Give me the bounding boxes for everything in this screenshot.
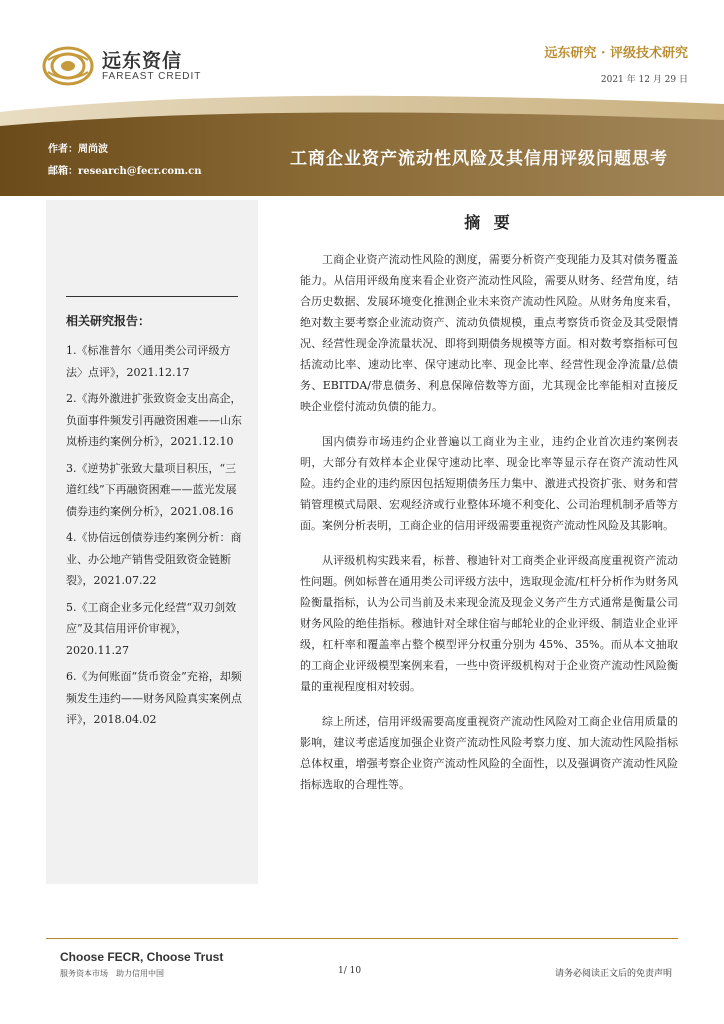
footer-subslogan: 服务资本市场 助力信用中国 [60,969,164,978]
related-report-item: 6.《为何账面“货币资金”充裕，却频频发生违约——财务风险真实案例点评》，2018.04.02 [66,670,242,726]
sidebar [46,200,258,884]
disclaimer-note: 请务必阅读正文后的免责声明 [554,969,672,979]
related-report-item: 4.《协信远创债券违约案例分析：商业、办公地产销售受阻致资金链断裂》，2021.07.22 [66,531,242,587]
author-line: 作者：周尚波 [48,144,108,155]
series-tag: 远东研究 · 评级技术研究 [544,46,688,61]
related-report-item: 1.《标准普尔〈通用类公司评级方法〉点评》，2021.12.17 [66,344,231,379]
related-report-item: 5.《工商企业多元化经营“双刃剑效应”及其信用评价审视》，2020.11.27 [66,600,237,657]
footer-slogan: Choose FECR, Choose Trust [60,950,224,964]
abstract-paragraph: 工商企业资产流动性风险的测度，需要分析资产变现能力及其对债务覆盖能力。从信用评级角度来看企业资产流动性风险，需要从财务、经营角度，结合历史数据、发展环境变化推测企业未来资产流动性风险。从财务角度来看，绝对数主要考察企业流动资产、流动负债规模，重点考察货币资金及其受限情况、经营性现金净流量状况、即将到期债务规模等方面。相对数考察指标可包括流动比率、速动比率、保守速动比率、现金比率、经营性现金净流量/总债务、EBITDA/带息债务、利息保障倍数等方面，尤其现金比率能相对直接反映企业偿付流动负债的能力。 [300,253,678,413]
footer-divider [46,938,678,939]
related-report-item: 2.《海外激进扩张致资金支出高企，负面事件频发引再融资困难——山东岚桥违约案例分析》，2021.12.10 [66,392,242,448]
related-report-item: 3.《逆势扩张致大量项目积压，“三道红线”下再融资困难——蓝光发展债券违约案例分析》，2021.08.16 [66,461,237,518]
related-reports-heading: 相关研究报告： [66,314,151,328]
fecr-logo [42,44,252,90]
logo-english-name: FAREAST CREDIT [102,71,202,82]
report-date: 2021 年 12 月 29 日 [600,75,688,85]
abstract-section [300,210,678,809]
report-title: 工商企业资产流动性风险及其信用评级问题思考 [290,149,668,169]
abstract-paragraph: 国内债券市场违约企业普遍以工商业为主业，违约企业首次违约案例表明，大部分有效样本企业保守速动比率、现金比率等显示存在资产流动性风险。违约企业的违约原因包括短期债务压力集中、激进式投资扩张、财务和营销管理模式局限、宏观经济或行业整体环境不利变化、公司治理机制矛盾等方面。案例分析表明，工商企业的信用评级需要重视资产流动性风险及其影响。 [300,435,678,532]
abstract-heading: 摘 要 [464,213,514,232]
abstract-paragraph: 从评级机构实践来看，标普、穆迪针对工商类企业评级高度重视资产流动性问题。例如标普在通用类公司评级方法中，选取现金流/杠杆分析作为财务风险衡量指标，认为公司当前及未来现金流及现金义务产生方式通常是衡量公司财务风险的绝佳指标。穆迪针对全球住宿与邮轮业的企业评级、制造业企业评级，杠杆率和覆盖率占整个模型评分权重分别为 45%、35%。而从本文抽取的工商企业评级模型案例来看，一些中资评级机构对于企业资产流动性风险衡量的重视程度相对较弱。 [300,554,678,693]
fecr-logo-icon [42,46,94,86]
sidebar-divider [66,296,238,297]
logo-chinese-name: 远东资信 [102,50,183,72]
related-reports-list [66,340,246,736]
email-line: 邮箱：research@fecr.com.cn [48,166,202,177]
abstract-paragraph: 综上所述，信用评级需要高度重视资产流动性风险对工商企业信用质量的影响，建议考虑适度加强企业资产流动性风险考察力度、加大流动性风险指标总体权重，增强考察企业资产流动性风险的全面性，以及强调资产流动性风险指标选取的合理性等。 [300,715,678,791]
page-number: 1/ 10 [338,966,362,976]
